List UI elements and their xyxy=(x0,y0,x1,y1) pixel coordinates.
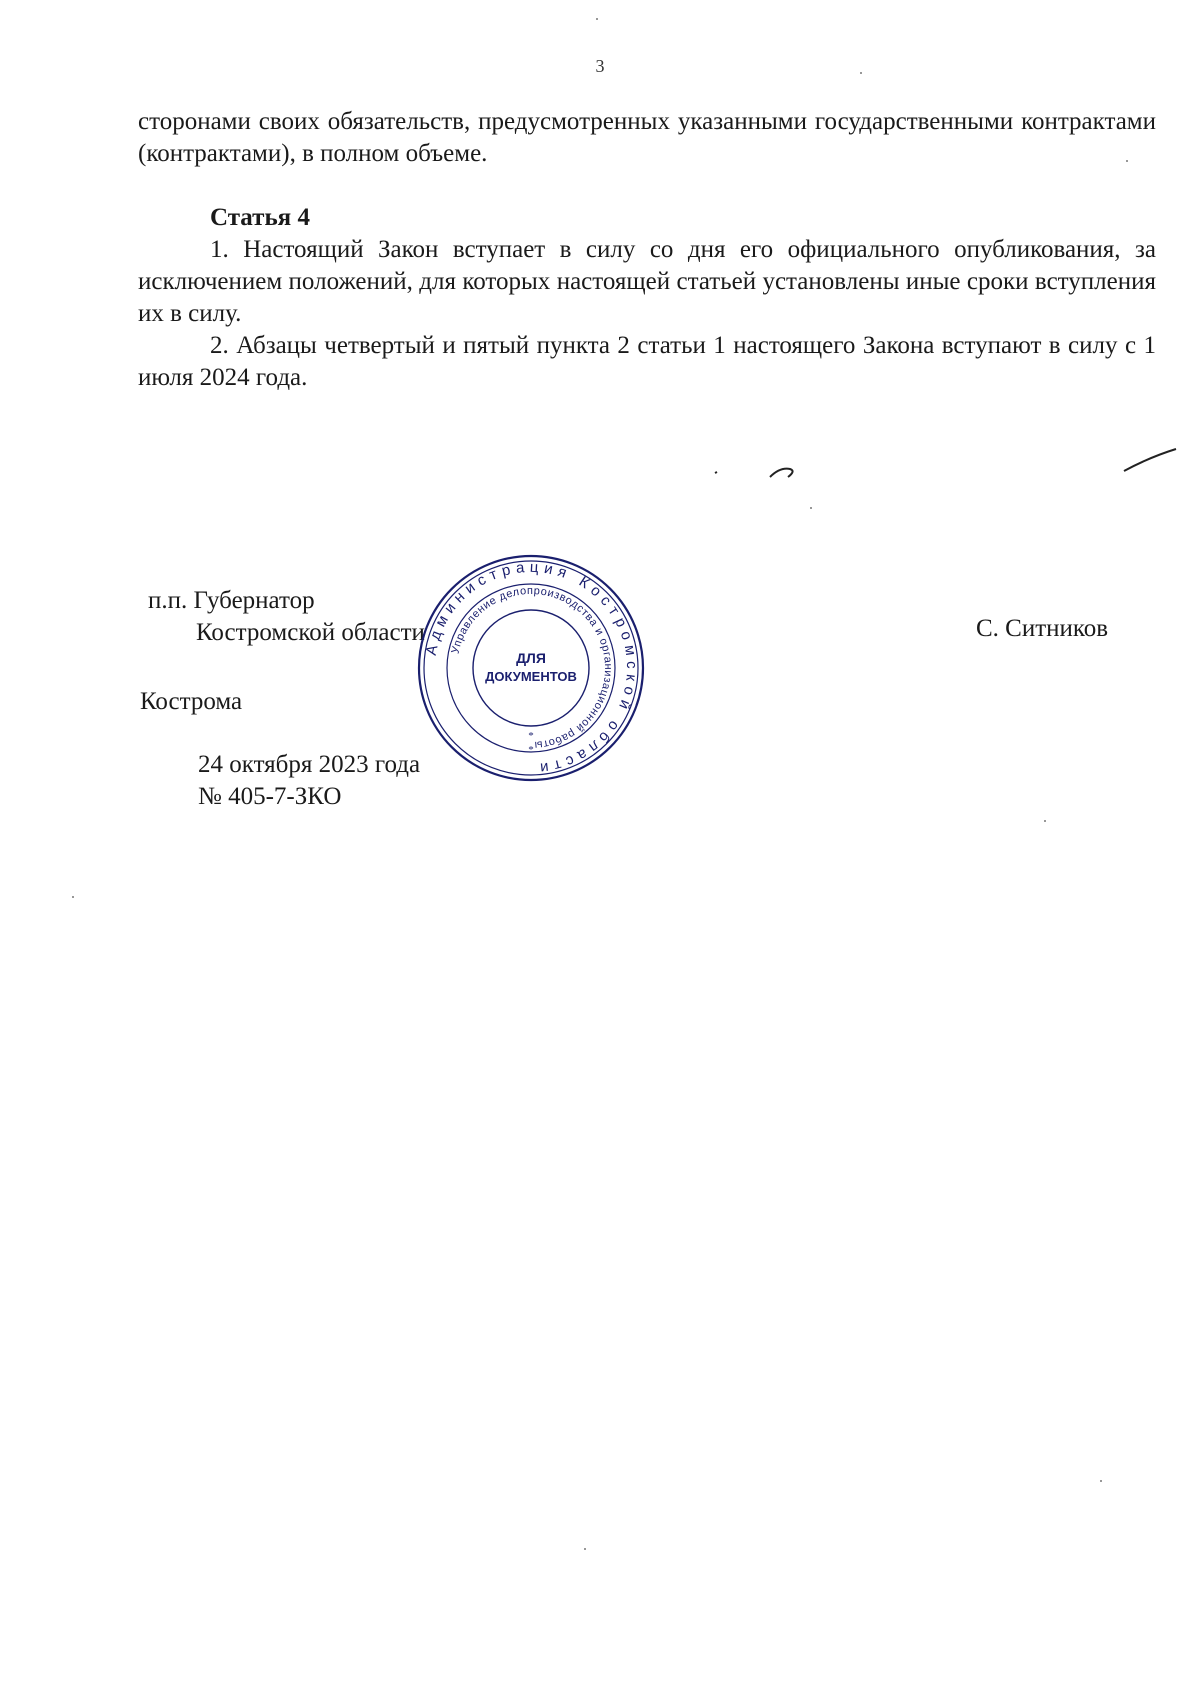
page-number: 3 xyxy=(595,56,605,76)
article-heading: Статья 4 xyxy=(210,204,310,231)
article-4 xyxy=(138,202,1156,394)
city: Кострома xyxy=(140,688,243,715)
signature-scribble-right xyxy=(1120,445,1180,475)
law-number: № 405-7-ЗКО xyxy=(198,783,342,810)
scan-speck xyxy=(1126,160,1128,162)
scan-speck xyxy=(596,18,598,20)
article-item-1: 1. Настоящий Закон вступает в силу со дня его официального опубликования, за исключением положений, для которых настоящей статьей установлены иные сроки вступления их в силу. xyxy=(138,236,1156,327)
scan-speck xyxy=(72,896,74,898)
document-body xyxy=(138,106,1156,170)
scan-speck xyxy=(810,507,812,509)
continuation-paragraph: сторонами своих обязательств, предусмотренных указанными государственными контрактами (контрактами), в полном объеме. xyxy=(138,108,1156,167)
signature-scribble-left xyxy=(710,455,800,485)
scan-speck xyxy=(1100,1480,1102,1482)
svg-text:Администрация Костромской обла: Администрация Костромской области xyxy=(422,558,641,778)
scan-speck xyxy=(584,1548,586,1550)
official-stamp xyxy=(416,553,646,783)
governor-region: Костромской области xyxy=(196,619,425,646)
scan-speck xyxy=(1044,820,1046,822)
stamp-star-2: * xyxy=(528,744,534,756)
svg-text:Управление делопроизводства и: Управление делопроизводства и организационной работы xyxy=(449,584,615,752)
governor-title: п.п. Губернатор xyxy=(148,587,315,614)
signing-date: 24 октября 2023 года xyxy=(198,751,421,778)
stamp-center-line-2: ДОКУМЕНТОВ xyxy=(485,669,577,684)
article-item-2: 2. Абзацы четвертый и пятый пункта 2 статьи 1 настоящего Закона вступают в силу с 1 июля 2024 года. xyxy=(138,332,1156,391)
stamp-star-1: * xyxy=(528,730,534,742)
signatory-name: С. Ситников xyxy=(976,615,1109,642)
scan-speck xyxy=(860,72,862,74)
stamp-center-line-1: ДЛЯ xyxy=(516,650,546,666)
